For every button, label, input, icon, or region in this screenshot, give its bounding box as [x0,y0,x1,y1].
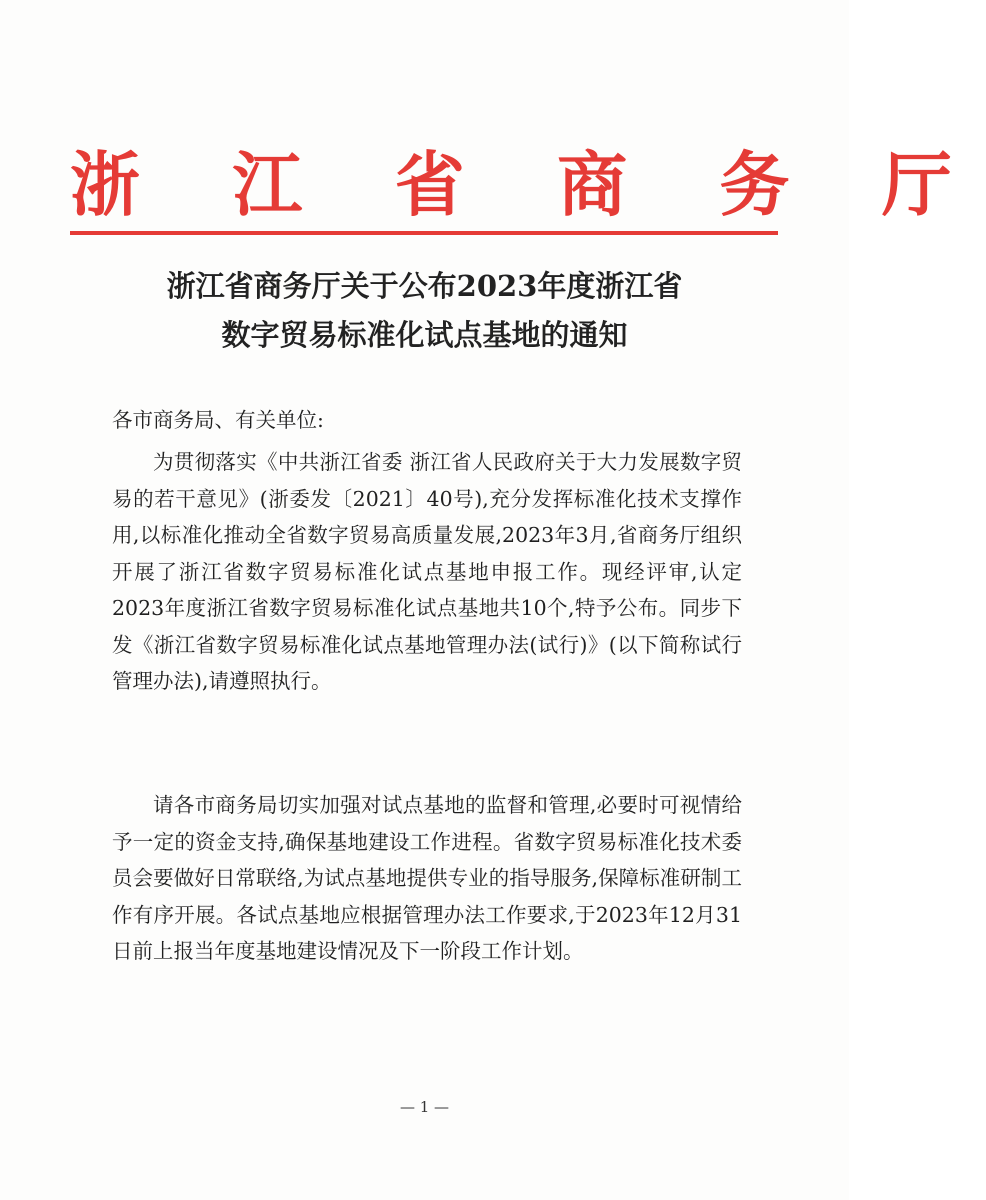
salutation: 各市商务局、有关单位: [112,408,324,432]
document-title-line-1: 浙江省商务厅关于公布2023年度浙江省 [166,269,683,303]
page-number: — 1 — [399,1098,450,1116]
body-paragraph-1: 为贯彻落实《中共浙江省委 浙江省人民政府关于大力发展数字贸易的若干意见》(浙委发〔2021〕40号),充分发挥标准化技术支撑作用,以标准化推动全省数字贸易高质量发展,2023年3月,省商务厅组织开展了浙江省数字贸易标准化试点基地申报工作。现经评审,认定2023年度浙江省数字贸易标准化试点基地共10个,特予公布。同步下发《浙江省数字贸易标准化试点基地管理办法(试行)》(以下简称试行管理办法),请遵照执行。 [112,450,742,693]
document-title-line-2: 数字贸易标准化试点基地的通知 [221,318,628,352]
body-paragraph-2: 请各市商务局切实加强对试点基地的监督和管理,必要时可视情给予一定的资金支持,确保基地建设工作进程。省数字贸易标准化技术委员会要做好日常联络,为试点基地提供专业的指导服务,保障标准研制工作有序开展。各试点基地应根据管理办法工作要求,于2023年12月31日前上报当年度基地建设情况及下一阶段工作计划。 [112,793,742,963]
agency-masthead: 浙 江 省 商 务 厅 [70,143,986,226]
masthead-red-rule [70,231,778,235]
